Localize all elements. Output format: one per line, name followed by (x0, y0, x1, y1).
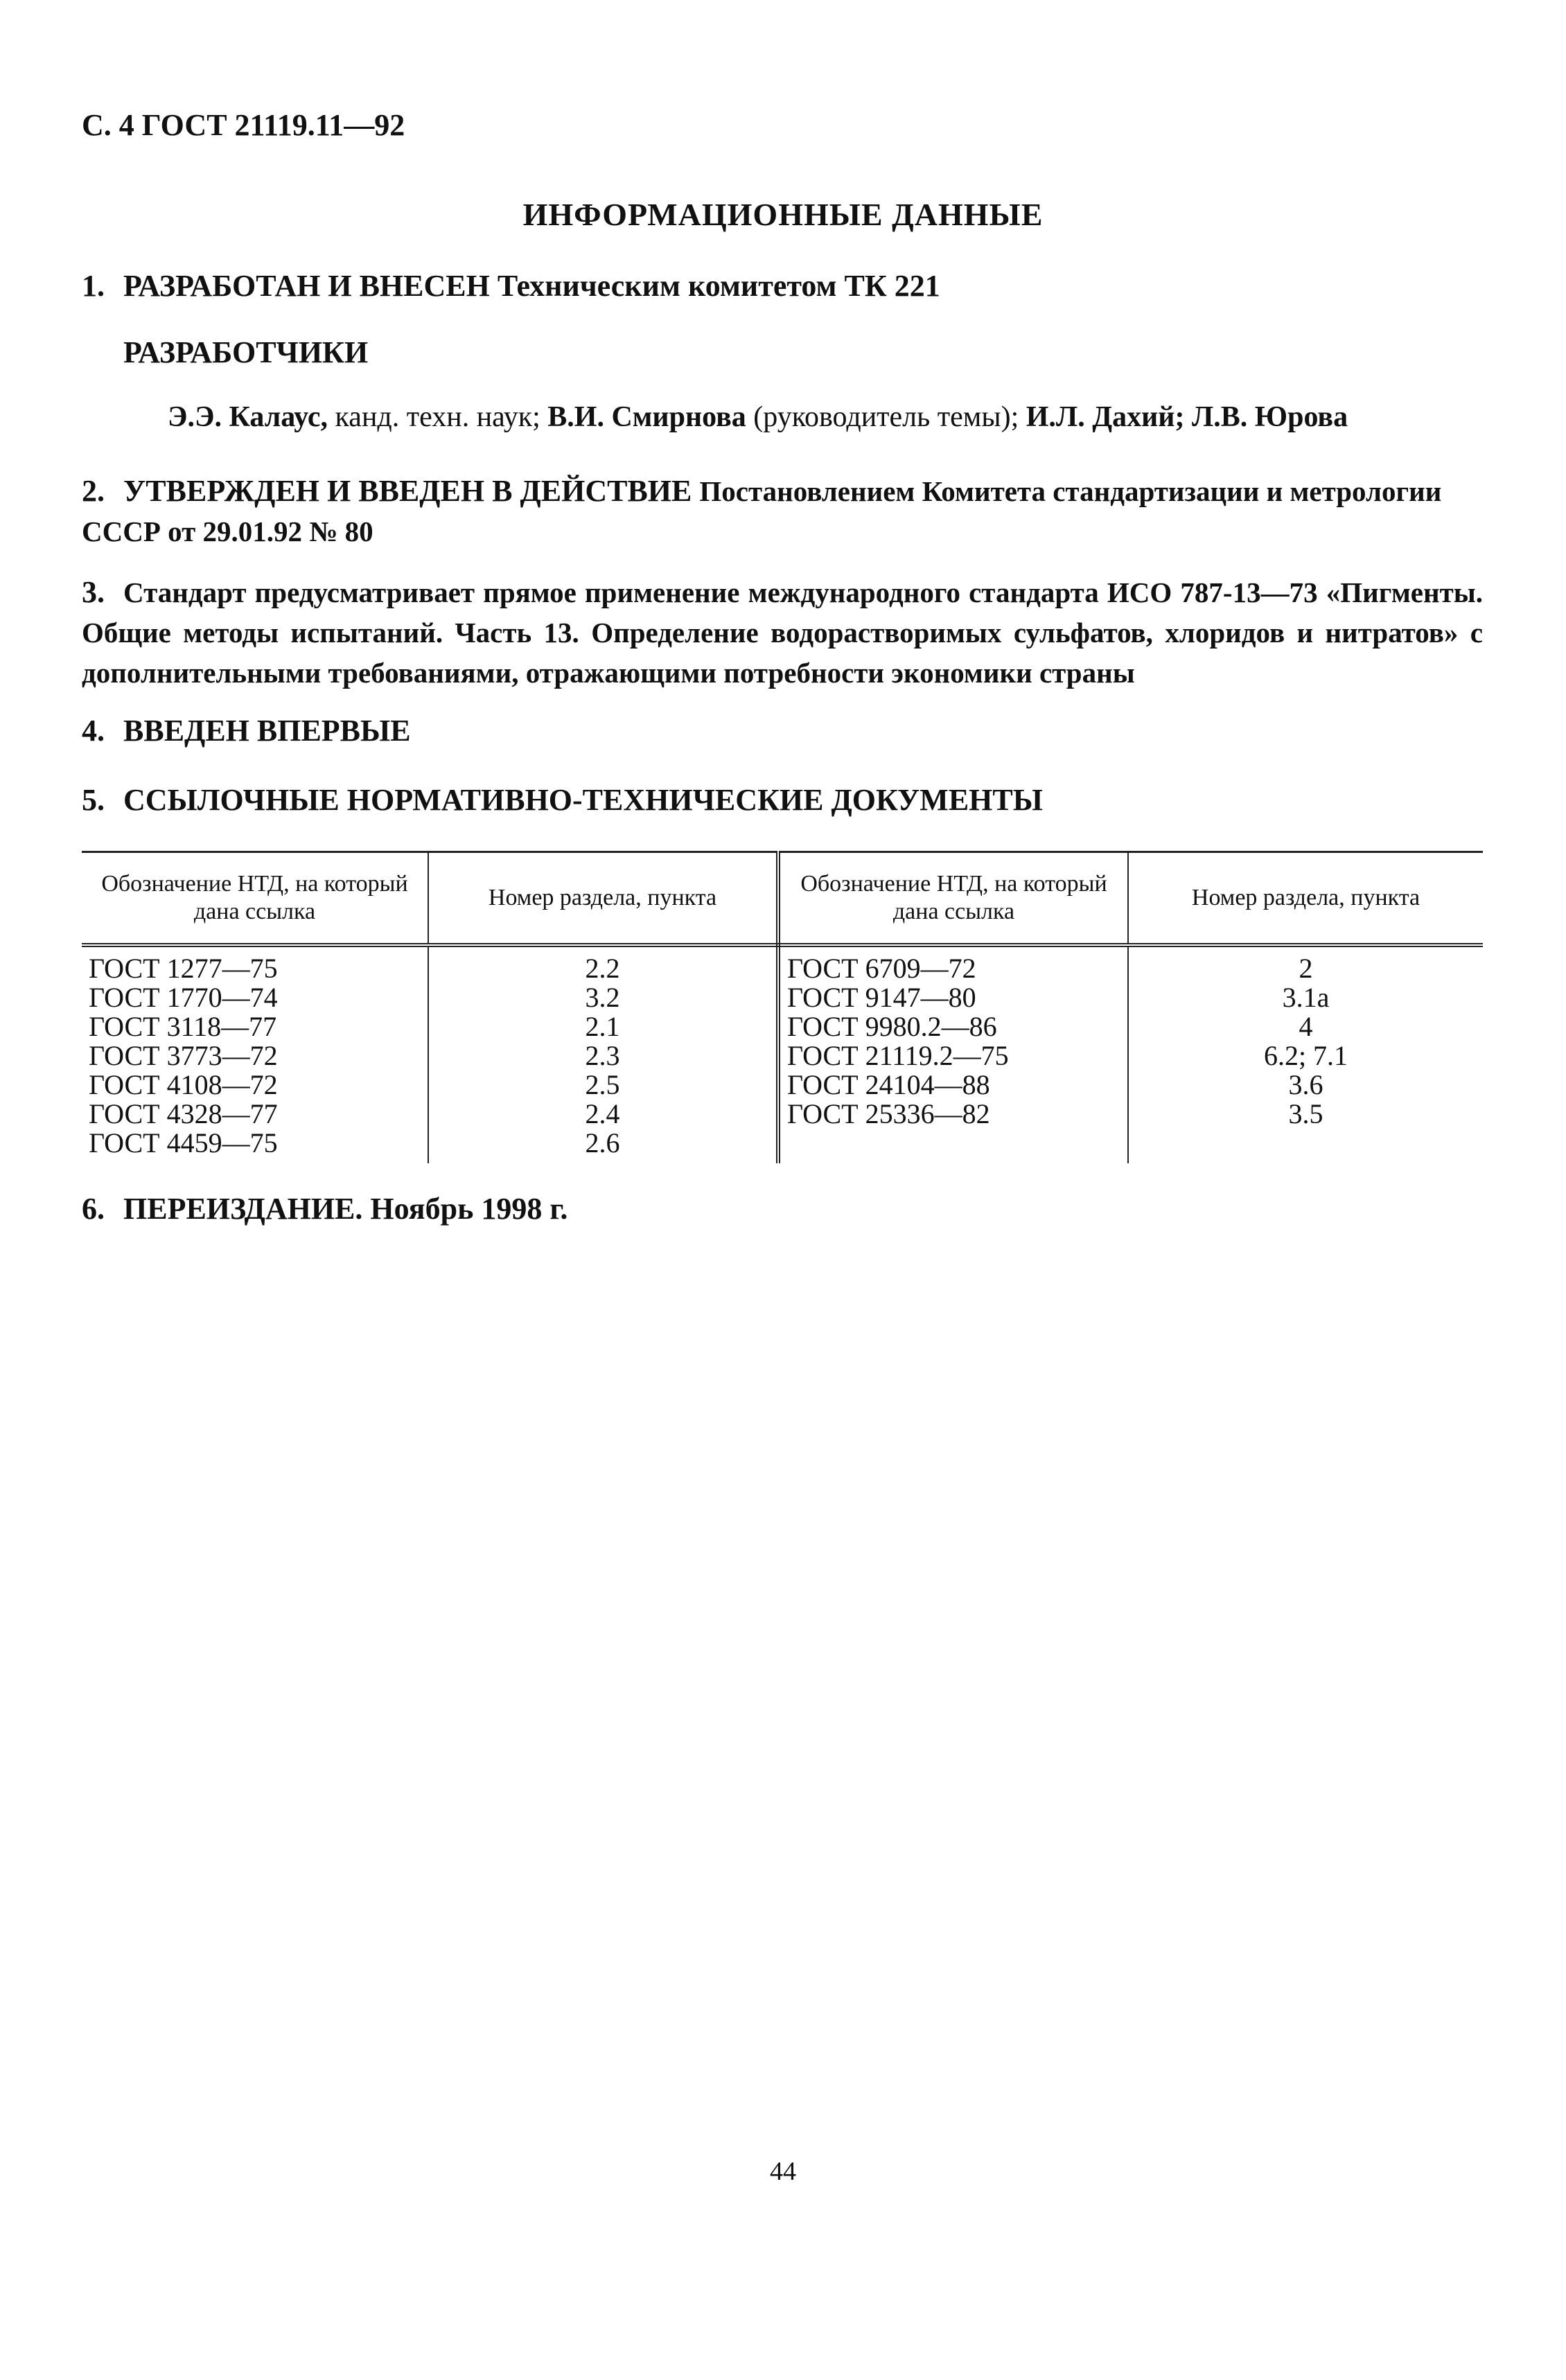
table-cell: ГОСТ 4108—72 (82, 1070, 428, 1100)
developers-heading: РАЗРАБОТЧИКИ (123, 335, 369, 369)
table-cell: ГОСТ 1770—74 (82, 983, 428, 1012)
table-header-row (82, 852, 1483, 946)
developer-note: канд. техн. наук; (328, 401, 548, 433)
item-1-heading: РАЗРАБОТАН И ВНЕСЕН (123, 269, 490, 303)
table-cell: ГОСТ 6709—72 (778, 945, 1128, 983)
item-6 (82, 1192, 568, 1226)
table-row (82, 1012, 1483, 1041)
references-table (82, 851, 1483, 1163)
item-1-number: 1. (82, 269, 105, 303)
column-header: Обозначение НТД, на который дана ссылка (778, 852, 1128, 946)
page-title: ИНФОРМАЦИОННЫЕ ДАННЫЕ (522, 197, 1044, 232)
table-cell: 4 (1299, 1011, 1313, 1042)
item-2-heading: УТВЕРЖДЕН И ВВЕДЕН В ДЕЙСТВИЕ (123, 474, 692, 508)
column-header: Обозначение НТД, на который дана ссылка (82, 852, 428, 946)
developer-name: В.И. Смирнова (547, 401, 746, 433)
table-cell: ГОСТ 24104—88 (778, 1070, 1128, 1100)
item-2-text: Постановлением Комитета стандартизации и метрологии СССР от 29.01.92 № 80 (82, 475, 1442, 547)
item-6-heading: ПЕРЕИЗДАНИЕ. (123, 1192, 363, 1226)
table-cell: ГОСТ 4328—77 (82, 1100, 428, 1129)
developer-note: (руководитель темы); (746, 401, 1026, 433)
table-cell: ГОСТ 25336—82 (778, 1100, 1128, 1129)
table-cell: ГОСТ 1277—75 (82, 945, 428, 983)
page-header: С. 4 ГОСТ 21119.11—92 (82, 108, 405, 142)
item-3 (82, 572, 1483, 693)
table-row (82, 945, 1483, 983)
item-1 (82, 269, 940, 303)
table-cell: 6.2; 7.1 (1263, 1040, 1348, 1071)
table-cell: 2 (1299, 953, 1313, 984)
table-cell: 3.5 (1288, 1098, 1323, 1129)
item-3-text: Стандарт предусматривает прямое применение международного стандарта ИСО 787-13—73 «Пигменты. Общие методы испытаний. Часть 13. Определение водорастворимых сульфатов, хлоридов и нитратов» с дополнительными требованиями, отражающими потребности экономики страны (82, 576, 1483, 689)
item-5-number: 5. (82, 783, 105, 817)
item-2-number: 2. (82, 474, 105, 508)
table-cell: 2.5 (428, 1070, 778, 1100)
developers-list (168, 400, 1348, 434)
developer-name: Э.Э. Калаус, (168, 401, 328, 433)
table-cell (1128, 1129, 1483, 1163)
table-cell: 2.4 (428, 1100, 778, 1129)
column-header: Номер раздела, пункта (1128, 852, 1483, 946)
table-cell: ГОСТ 9147—80 (778, 983, 1128, 1012)
item-3-number: 3. (82, 575, 105, 609)
table-row (82, 1100, 1483, 1129)
table-cell (778, 1129, 1128, 1163)
table-cell: 2.2 (428, 945, 778, 983)
item-6-text: Ноябрь 1998 г. (370, 1192, 568, 1226)
table-cell: 3.6 (1288, 1069, 1323, 1100)
item-5-heading: ССЫЛОЧНЫЕ НОРМАТИВНО-ТЕХНИЧЕСКИЕ ДОКУМЕНТЫ (123, 783, 1043, 817)
table-row (82, 1070, 1483, 1100)
item-2 (82, 471, 1483, 552)
item-5 (82, 783, 1043, 818)
table-cell: 2.6 (428, 1129, 778, 1163)
item-4 (82, 714, 411, 748)
page-number: 44 (770, 2157, 796, 2186)
table-cell: ГОСТ 9980.2—86 (778, 1012, 1128, 1041)
table-cell: ГОСТ 3773—72 (82, 1041, 428, 1070)
item-4-number: 4. (82, 714, 105, 748)
table-cell: ГОСТ 4459—75 (82, 1129, 428, 1163)
item-1-text: Техническим комитетом ТК 221 (497, 269, 940, 303)
table-cell: 3.1а (1282, 982, 1330, 1013)
table-row (82, 1041, 1483, 1070)
table-cell: 2.3 (428, 1041, 778, 1070)
table-row (82, 1129, 1483, 1163)
column-header: Номер раздела, пункта (428, 852, 778, 946)
table-cell: 3.2 (428, 983, 778, 1012)
table-cell: ГОСТ 21119.2—75 (778, 1041, 1128, 1070)
developer-name: И.Л. Дахий; Л.В. Юрова (1026, 401, 1348, 433)
table-cell: ГОСТ 3118—77 (82, 1012, 428, 1041)
table-row (82, 983, 1483, 1012)
item-4-heading: ВВЕДЕН ВПЕРВЫЕ (123, 714, 411, 748)
item-6-number: 6. (82, 1192, 105, 1226)
table-cell: 2.1 (428, 1012, 778, 1041)
